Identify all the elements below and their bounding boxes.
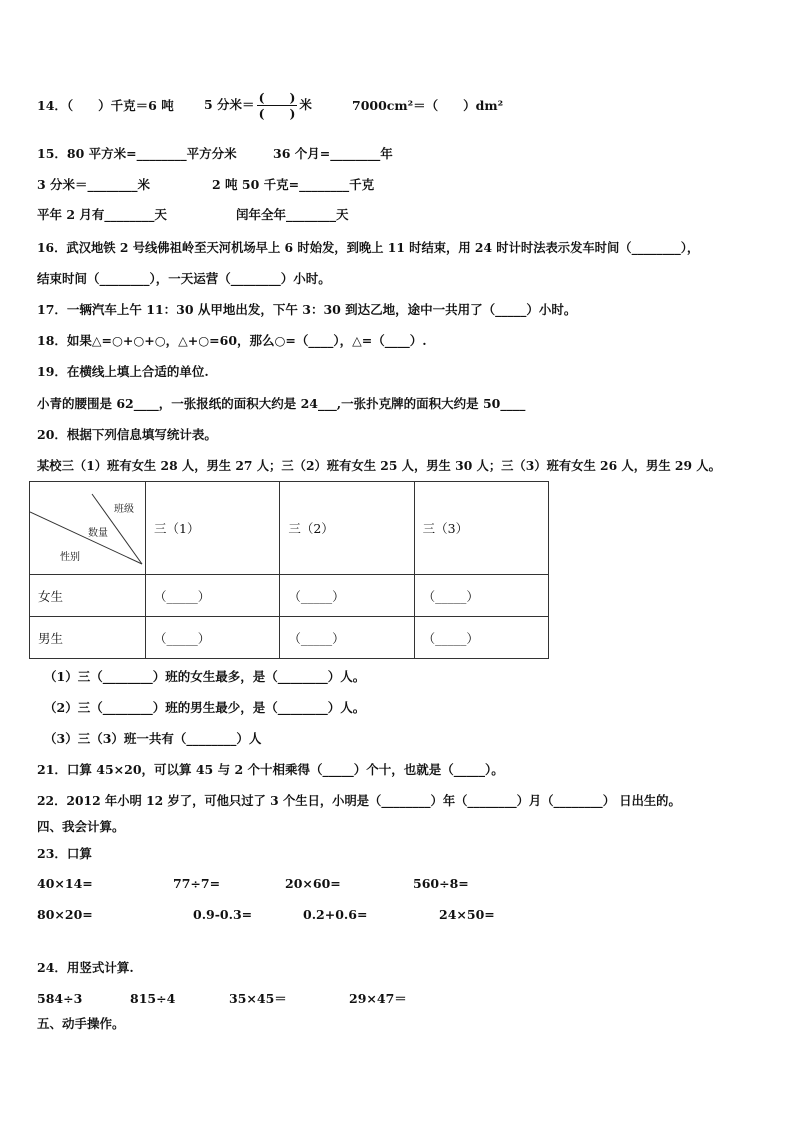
q14-part1: 14．（ ）千克＝6 吨 <box>37 98 174 113</box>
q15-b: 36 个月=________年 <box>273 146 393 161</box>
q15-a: 15．80 平方米=________平方分米 <box>37 146 237 161</box>
q19-title: 19．在横线上填上合适的单位. <box>37 364 209 379</box>
vertical-calc-item: 584÷3 <box>37 991 83 1006</box>
vertical-calc-item: 29×47＝ <box>349 991 407 1006</box>
vertical-calc-item: 815÷4 <box>130 991 176 1006</box>
question-22: 22．2012 年小明 12 岁了，可他只过了 3 个生日，小明是（________）年（________）月（________） 日出生的。 <box>37 793 681 808</box>
q20-sub3: （3）三（3）班一共有（________）人 <box>44 731 262 746</box>
q14-part3: 7000cm²＝（ ）dm² <box>352 98 504 113</box>
table-corner-cell <box>30 482 146 575</box>
female-class-3-blank[interactable]: （_____） <box>414 575 548 617</box>
q20-info: 某校三（1）班有女生 28 人，男生 27 人；三（2）班有女生 25 人，男生 30 人；三（3）班有女生 26 人，男生 29 人。 <box>37 458 721 473</box>
male-class-2-blank[interactable]: （_____） <box>280 617 414 659</box>
section-5-heading: 五、动手操作。 <box>37 1016 125 1031</box>
statistics-table <box>29 481 549 659</box>
calc-item: 40×14= <box>37 876 93 891</box>
q14-fraction-part <box>204 82 312 128</box>
vertical-calc-item: 35×45＝ <box>229 991 287 1006</box>
q15-c: 3 分米＝________米 <box>37 177 151 192</box>
q23-title: 23．口算 <box>37 846 92 861</box>
q24-title: 24．用竖式计算. <box>37 960 134 975</box>
calc-item: 0.2+0.6= <box>303 907 368 922</box>
corner-label-gender: 性别 <box>60 552 80 563</box>
column-header-class-1: 三（1） <box>146 482 280 575</box>
calc-item: 0.9-0.3= <box>193 907 253 922</box>
q20-sub2: （2）三（________）班的男生最少，是（________）人。 <box>44 700 366 715</box>
q14-fraction <box>257 90 298 121</box>
male-class-1-blank[interactable]: （_____） <box>146 617 280 659</box>
table-row-male <box>30 617 549 659</box>
calc-item: 77÷7= <box>173 876 221 891</box>
section-4-heading: 四、我会计算。 <box>37 819 125 834</box>
q16-line1: 16．武汉地铁 2 号线佛祖岭至天河机场早上 6 时始发，到晚上 11 时结束，用 24 时计时法表示发车时间（________）， <box>37 240 700 255</box>
question-18: 18．如果△=○+○+○，△+○=60，那么○=（____），△=（____）. <box>37 333 427 348</box>
column-header-class-2: 三（2） <box>280 482 414 575</box>
calc-item: 560÷8= <box>413 876 469 891</box>
q15-d: 2 吨 50 千克=________千克 <box>212 177 375 192</box>
female-class-1-blank[interactable]: （_____） <box>146 575 280 617</box>
fraction-numerator: ( ) <box>258 90 296 105</box>
q15-e: 平年 2 月有________天 <box>37 207 167 222</box>
q16-line2: 结束时间（________），一天运营（________）小时。 <box>37 271 331 286</box>
calc-item: 24×50= <box>439 907 495 922</box>
q20-sub1: （1）三（________）班的女生最多，是（________）人。 <box>44 669 366 684</box>
calc-item: 20×60= <box>285 876 341 891</box>
corner-label-quantity: 数量 <box>88 528 108 539</box>
female-class-2-blank[interactable]: （_____） <box>280 575 414 617</box>
q19-body: 小青的腰围是 62____，一张报纸的面积大约是 24___,一张扑克牌的面积大约是 50____ <box>37 396 526 411</box>
row-label-male: 男生 <box>30 617 146 659</box>
q15-f: 闰年全年________天 <box>236 207 349 222</box>
question-17: 17．一辆汽车上午 11：30 从甲地出发，下午 3：30 到达乙地，途中一共用了（_____）小时。 <box>37 302 577 317</box>
q14-part2: 5 分米＝ <box>204 97 255 112</box>
corner-label-class: 班级 <box>114 504 134 515</box>
table-row-female <box>30 575 549 617</box>
q14-unit: 米 <box>299 97 312 112</box>
calc-item: 80×20= <box>37 907 93 922</box>
column-header-class-3: 三（3） <box>414 482 548 575</box>
q20-title: 20．根据下列信息填写统计表。 <box>37 427 217 442</box>
question-14 <box>37 98 174 114</box>
fraction-denominator: ( ) <box>258 106 296 121</box>
question-21: 21．口算 45×20，可以算 45 与 2 个十相乘得（_____）个十，也就是（_____）。 <box>37 762 504 777</box>
male-class-3-blank[interactable]: （_____） <box>414 617 548 659</box>
row-label-female: 女生 <box>30 575 146 617</box>
